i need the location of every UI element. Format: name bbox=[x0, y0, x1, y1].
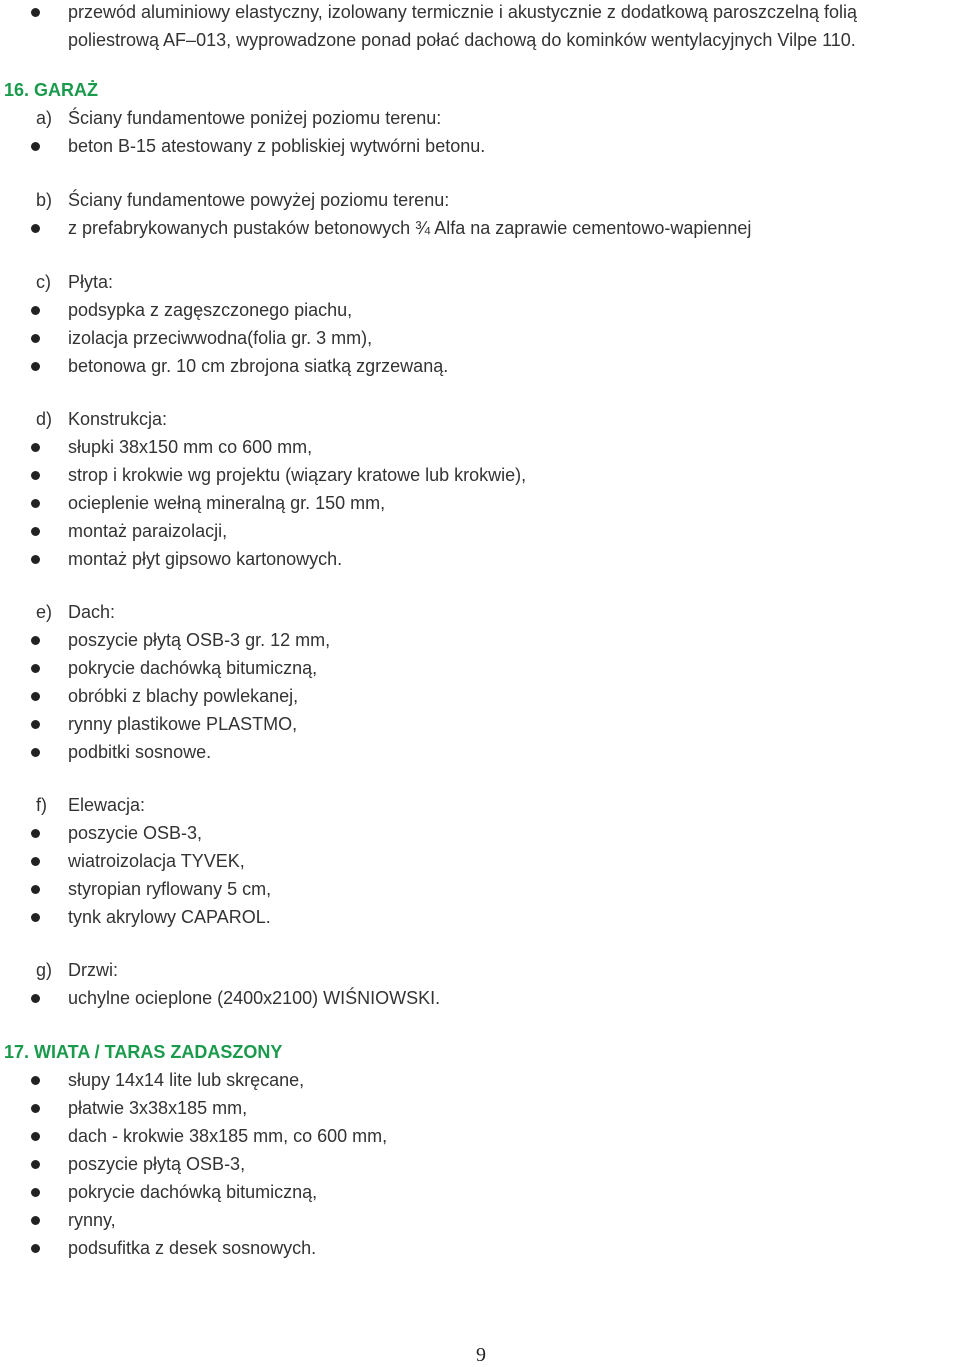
subheading-d: Konstrukcja: bbox=[68, 409, 168, 429]
bullet-icon bbox=[31, 748, 40, 757]
intro-line-2: poliestrową AF–013, wyprowadzone ponad połać dachową do kominków wentylacyjnych Vilpe 110. bbox=[68, 30, 856, 50]
page-number: 9 bbox=[476, 1344, 486, 1366]
bullet-icon bbox=[31, 857, 40, 866]
bullet-icon bbox=[31, 1188, 40, 1197]
sublabel-b: b) bbox=[36, 190, 53, 210]
bullet-icon bbox=[31, 1076, 40, 1085]
list-item: dach - krokwie 38x185 mm, co 600 mm, bbox=[68, 1126, 388, 1146]
list-item: płatwie 3x38x185 mm, bbox=[68, 1098, 248, 1118]
section-heading-garage: 16. GARAŻ bbox=[4, 80, 99, 100]
list-item: pokrycie dachówką bitumiczną, bbox=[68, 658, 318, 678]
bullet-icon bbox=[31, 885, 40, 894]
list-item: rynny plastikowe PLASTMO, bbox=[68, 714, 298, 734]
list-item: ocieplenie wełną mineralną gr. 150 mm, bbox=[68, 493, 386, 513]
list-item: rynny, bbox=[68, 1210, 116, 1230]
bullet-icon bbox=[31, 913, 40, 922]
list-item: poszycie płytą OSB-3 gr. 12 mm, bbox=[68, 630, 331, 650]
bullet-icon bbox=[31, 334, 40, 343]
list-item: tynk akrylowy CAPAROL. bbox=[68, 907, 271, 927]
list-item: słupki 38x150 mm co 600 mm, bbox=[68, 437, 313, 457]
subheading-e: Dach: bbox=[68, 602, 116, 622]
list-item: montaż paraizolacji, bbox=[68, 521, 228, 541]
bullet-icon bbox=[31, 994, 40, 1003]
sublabel-g: g) bbox=[36, 960, 53, 980]
subheading-g: Drzwi: bbox=[68, 960, 118, 980]
sublabel-d: d) bbox=[36, 409, 53, 429]
list-item: montaż płyt gipsowo kartonowych. bbox=[68, 549, 343, 569]
list-item: poszycie OSB-3, bbox=[68, 823, 203, 843]
bullet-icon bbox=[31, 829, 40, 838]
list-item: z prefabrykowanych pustaków betonowych ¾ Alfa na zaprawie cementowo-wapiennej bbox=[68, 218, 752, 238]
sublabel-f: f) bbox=[36, 795, 47, 815]
bullet-icon bbox=[31, 664, 40, 673]
bullet-icon bbox=[31, 142, 40, 151]
list-item: pokrycie dachówką bitumiczną, bbox=[68, 1182, 318, 1202]
list-item: beton B-15 atestowany z pobliskiej wytwórni betonu. bbox=[68, 136, 486, 156]
list-item: obróbki z blachy powlekanej, bbox=[68, 686, 299, 706]
intro-bullet bbox=[31, 8, 40, 17]
subheading-a: Ściany fundamentowe poniżej poziomu terenu: bbox=[68, 108, 442, 128]
list-item: słupy 14x14 lite lub skręcane, bbox=[68, 1070, 305, 1090]
bullet-icon bbox=[31, 499, 40, 508]
list-item: strop i krokwie wg projektu (wiązary kratowe lub krokwie), bbox=[68, 465, 527, 485]
bullet-icon bbox=[31, 306, 40, 315]
list-item: styropian ryflowany 5 cm, bbox=[68, 879, 272, 899]
section-heading-carport: 17. WIATA / TARAS ZADASZONY bbox=[4, 1042, 283, 1062]
list-item: poszycie płytą OSB-3, bbox=[68, 1154, 246, 1174]
list-item: podsufitka z desek sosnowych. bbox=[68, 1238, 317, 1258]
list-item: izolacja przeciwwodna(folia gr. 3 mm), bbox=[68, 328, 373, 348]
sublabel-a: a) bbox=[36, 108, 53, 128]
list-item: podbitki sosnowe. bbox=[68, 742, 212, 762]
bullet-icon bbox=[31, 1160, 40, 1169]
bullet-icon bbox=[31, 636, 40, 645]
bullet-icon bbox=[31, 471, 40, 480]
bullet-icon bbox=[31, 720, 40, 729]
bullet-icon bbox=[31, 1216, 40, 1225]
subheading-f: Elewacja: bbox=[68, 795, 146, 815]
bullet-icon bbox=[31, 1244, 40, 1253]
bullet-icon bbox=[31, 1132, 40, 1141]
list-item: betonowa gr. 10 cm zbrojona siatką zgrzewaną. bbox=[68, 356, 449, 376]
intro-line-1: przewód aluminiowy elastyczny, izolowany termicznie i akustycznie z dodatkową paroszczelną folią bbox=[68, 2, 858, 22]
subheading-c: Płyta: bbox=[68, 272, 114, 292]
bullet-icon bbox=[31, 527, 40, 536]
sublabel-e: e) bbox=[36, 602, 53, 622]
bullet-icon bbox=[31, 224, 40, 233]
list-item: podsypka z zagęszczonego piachu, bbox=[68, 300, 353, 320]
subheading-b: Ściany fundamentowe powyżej poziomu terenu: bbox=[68, 190, 450, 210]
bullet-icon bbox=[31, 555, 40, 564]
bullet-icon bbox=[31, 443, 40, 452]
list-item: wiatroizolacja TYVEK, bbox=[68, 851, 245, 871]
bullet-icon bbox=[31, 692, 40, 701]
bullet-icon bbox=[31, 362, 40, 371]
list-item: uchylne ocieplone (2400x2100) WIŚNIOWSKI. bbox=[68, 988, 441, 1008]
bullet-icon bbox=[31, 1104, 40, 1113]
sublabel-c: c) bbox=[36, 272, 51, 292]
